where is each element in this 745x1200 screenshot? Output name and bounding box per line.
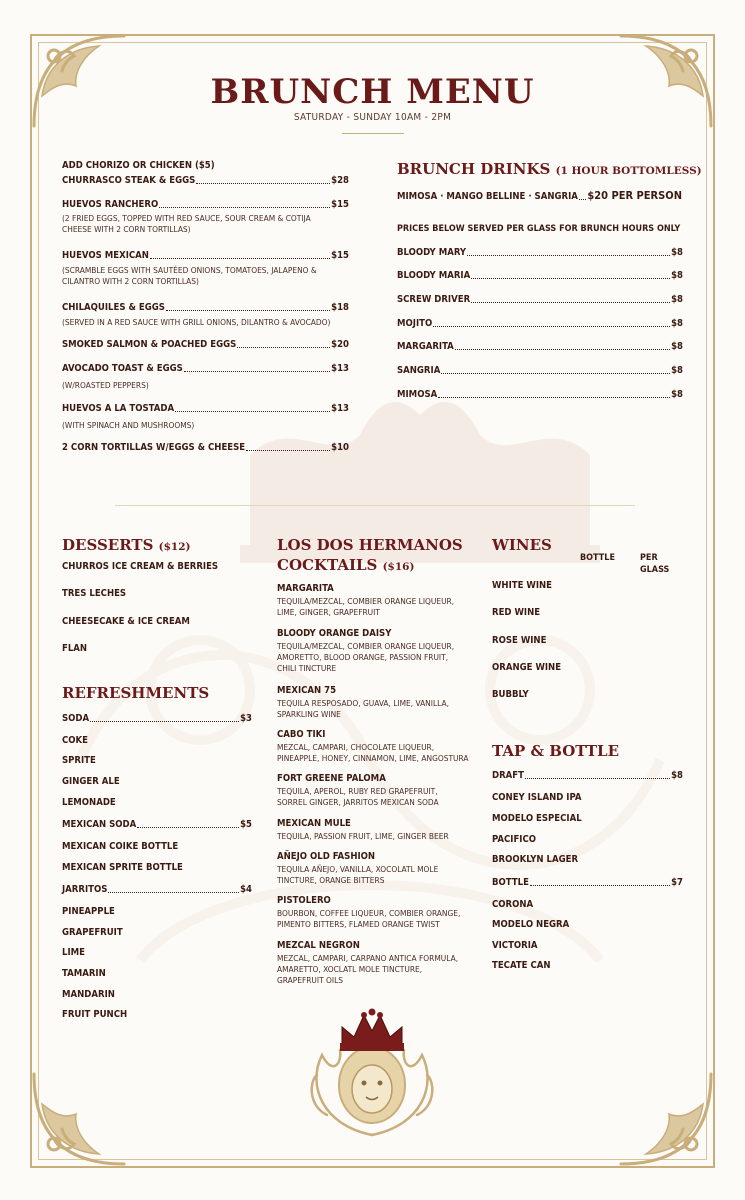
item-price: $5 — [240, 819, 252, 830]
menu-item — [492, 770, 683, 781]
list-item: COKE — [62, 735, 88, 746]
item-price: $8 — [671, 341, 683, 352]
item-name: MEXICAN SODA — [62, 819, 137, 830]
menu-item — [397, 270, 683, 281]
item-price: $4 — [240, 884, 252, 895]
item-name: HUEVOS A LA TOSTADA — [62, 403, 175, 414]
list-item: LIME — [62, 947, 85, 958]
item-price: $7 — [671, 877, 683, 888]
item-name: MARGARITA — [397, 341, 454, 352]
dot-leader — [471, 277, 670, 279]
menu-item — [62, 339, 349, 350]
dot-leader — [246, 449, 330, 451]
cocktail-description: TEQUILA, PASSION FRUIT, LIME, GINGER BEER — [277, 831, 449, 841]
dot-leader — [455, 348, 670, 350]
item-price: $18 — [331, 302, 349, 313]
heading-note: (1 HOUR BOTTOMLESS) — [555, 165, 702, 177]
lion-crown-crest-icon — [302, 1005, 442, 1140]
title-divider — [342, 133, 404, 134]
bottle-column-header: BOTTLE — [580, 553, 615, 563]
cocktail-description: TEQUILA/MEZCAL, COMBIER ORANGE LIQUEUR, LIME, GINGER, GRAPEFRUIT — [277, 596, 455, 617]
menu-item — [397, 247, 683, 258]
list-item: SPRITE — [62, 755, 96, 766]
item-price: $15 — [331, 199, 349, 210]
bottomless-item — [397, 189, 682, 202]
item-description: (W/ROASTED PEPPERS) — [62, 380, 149, 390]
item-name: 2 CORN TORTILLAS W/EGGS & CHEESE — [62, 442, 246, 453]
item-name: DRAFT — [492, 770, 524, 781]
item-price: $20 PER PERSON — [587, 189, 682, 202]
cocktail-name: MARGARITA — [277, 583, 334, 594]
dot-leader — [90, 720, 239, 722]
dot-leader — [433, 325, 670, 327]
dot-leader — [175, 410, 330, 412]
item-price: $15 — [331, 250, 349, 261]
item-name: SODA — [62, 713, 90, 724]
dot-leader — [108, 891, 239, 893]
menu-item — [492, 877, 683, 888]
item-price: $10 — [331, 442, 349, 453]
add-protein-note: ADD CHORIZO OR CHICKEN ($5) — [62, 160, 215, 171]
beer-item: VICTORIA — [492, 940, 538, 951]
wine-item: WHITE WINE — [492, 580, 553, 591]
wine-item: ROSE WINE — [492, 635, 547, 646]
item-name: MIMOSA — [397, 389, 438, 400]
column-header-line: PER — [640, 553, 658, 563]
item-price: $20 — [331, 339, 349, 350]
item-name: BLOODY MARY — [397, 247, 467, 258]
dot-leader — [525, 777, 670, 779]
page-subtitle: SATURDAY - SUNDAY 10AM - 2PM — [293, 112, 452, 123]
cocktail-name: MEXICAN 75 — [277, 685, 337, 696]
menu-item — [62, 442, 349, 453]
item-name: JARRITOS — [62, 884, 108, 895]
cocktail-description: MEZCAL, CAMPARI, CHOCOLATE LIQUEUR, PINEAPPLE, HONEY, CINNAMON, LIME, ANGOSTURA — [277, 742, 469, 763]
list-item: LEMONADE — [62, 797, 116, 808]
cocktail-description: TEQUILA, APEROL, RUBY RED GRAPEFRUIT, SORREL GINGER, JARRITOS MEXICAN SODA — [277, 786, 439, 807]
item-price: $8 — [671, 770, 683, 781]
item-name: CHURRASCO STEAK & EGGS — [62, 175, 196, 186]
item-price: $8 — [671, 389, 683, 400]
tap-bottle-heading: TAP & BOTTLE — [492, 742, 620, 760]
menu-item — [62, 713, 252, 724]
item-description: (SERVED IN A RED SAUCE WITH GRILL ONIONS, DILANTRO & AVOCADO) — [62, 317, 331, 327]
cocktail-description: TEQUILA/MEZCAL, COMBIER ORANGE LIQUEUR, AMORETTO, BLOOD ORANGE, PASSION FRUIT, CHILI TINCTURE — [277, 641, 455, 673]
page-title: BRUNCH MENU — [210, 72, 535, 112]
menu-item — [397, 341, 683, 352]
item-description: (WITH SPINACH AND MUSHROOMS) — [62, 420, 195, 430]
list-item: GRAPEFRUIT — [62, 927, 123, 938]
list-item: MEXICAN COIKE BOTTLE — [62, 841, 179, 852]
item-name: BOTTLE — [492, 877, 529, 888]
dessert-item: CHURROS ICE CREAM & BERRIES — [62, 561, 219, 572]
heading-text: DESSERTS — [62, 536, 154, 554]
menu-item — [62, 250, 349, 261]
cocktail-description: TEQUILA RESPOSADO, GUAVA, LIME, VANILLA, SPARKLING WINE — [277, 698, 449, 719]
item-price: $13 — [331, 363, 349, 374]
item-price: $8 — [671, 247, 683, 258]
dot-leader — [196, 182, 330, 184]
list-item: MEXICAN SPRITE BOTTLE — [62, 862, 183, 873]
dot-leader — [150, 257, 330, 259]
beer-item: BROOKLYN LAGER — [492, 854, 579, 865]
list-item: PINEAPPLE — [62, 906, 115, 917]
dessert-item: TRES LECHES — [62, 588, 127, 599]
menu-item — [397, 365, 683, 376]
cocktail-description: TEQUILA AÑEJO, VANILLA, XOCOLATL MOLE TINCTURE, ORANGE BITTERS — [277, 864, 439, 885]
cocktail-name: MEZCAL NEGRON — [277, 940, 360, 951]
dot-leader — [441, 372, 670, 374]
item-name: AVOCADO TOAST & EGGS — [62, 363, 183, 374]
column-header-line: GLASS — [640, 565, 670, 575]
menu-item — [62, 819, 252, 830]
dot-leader — [137, 826, 239, 828]
heading-note: ($16) — [382, 561, 415, 573]
cocktail-name: FORT GREENE PALOMA — [277, 773, 386, 784]
dot-leader — [579, 198, 586, 200]
dot-leader — [166, 309, 330, 311]
item-name: SMOKED SALMON & POACHED EGGS — [62, 339, 237, 350]
beer-item: MODELO NEGRA — [492, 919, 570, 930]
dessert-item: FLAN — [62, 643, 88, 654]
item-name: MIMOSA · MANGO BELLINE · SANGRIA — [397, 191, 578, 202]
menu-item — [62, 175, 349, 186]
cocktail-description: BOURBON, COFFEE LIQUEUR, COMBIER ORANGE, PIMENTO BITTERS, FLAMED ORANGE TWIST — [277, 908, 461, 929]
item-description: (SCRAMBLE EGGS WITH SAUTÉED ONIONS, TOMATOES, JALAPENO & CILANTRO WITH 2 CORN TORTILLAS) — [62, 265, 317, 286]
dot-leader — [438, 396, 670, 398]
item-description: (2 FRIED EGGS, TOPPED WITH RED SAUCE, SOUR CREAM & COTIJA CHEESE WITH 2 CORN TORTILLAS) — [62, 213, 311, 234]
item-price: $8 — [671, 294, 683, 305]
item-price: $3 — [240, 713, 252, 724]
wines-heading: WINES — [492, 536, 552, 554]
menu-item — [62, 199, 349, 210]
list-item: TAMARIN — [62, 968, 106, 979]
cocktails-heading-line2 — [277, 556, 414, 574]
list-item: FRUIT PUNCH — [62, 1009, 128, 1020]
cocktail-name: AÑEJO OLD FASHION — [277, 851, 376, 862]
beer-item: CONEY ISLAND IPA — [492, 792, 582, 803]
beer-item: PACIFICO — [492, 834, 537, 845]
wine-item: ORANGE WINE — [492, 662, 562, 673]
menu-item — [62, 403, 349, 414]
menu-item — [397, 389, 683, 400]
menu-item — [397, 294, 683, 305]
menu-item — [397, 318, 683, 329]
cocktail-name: BLOODY ORANGE DAISY — [277, 628, 392, 639]
item-price: $8 — [671, 365, 683, 376]
cocktail-name: CABO TIKI — [277, 729, 326, 740]
menu-item — [62, 884, 252, 895]
menu-item — [62, 363, 349, 374]
cocktail-name: PISTOLERO — [277, 895, 331, 906]
item-name: HUEVOS MEXICAN — [62, 250, 149, 261]
wine-item: RED WINE — [492, 607, 541, 618]
ornate-scroll-icon — [611, 1064, 721, 1174]
cocktail-name: MEXICAN MULE — [277, 818, 351, 829]
item-price: $28 — [331, 175, 349, 186]
item-name: SANGRIA — [397, 365, 441, 376]
beer-item: CORONA — [492, 899, 534, 910]
per-glass-column-header — [640, 552, 669, 576]
per-glass-note: PRICES BELOW SERVED PER GLASS FOR BRUNCH HOURS ONLY — [397, 224, 681, 234]
dot-leader — [237, 346, 330, 348]
beer-item: TECATE CAN — [492, 960, 551, 971]
item-name: HUEVOS RANCHERO — [62, 199, 159, 210]
desserts-heading — [62, 536, 191, 554]
brunch-drinks-heading — [397, 160, 702, 178]
dessert-item: CHEESECAKE & ICE CREAM — [62, 616, 190, 627]
menu-item — [62, 302, 349, 313]
dot-leader — [184, 370, 330, 372]
item-price: $8 — [671, 270, 683, 281]
heading-text: COCKTAILS — [277, 556, 378, 574]
heading-note: ($12) — [158, 541, 191, 553]
item-name: SCREW DRIVER — [397, 294, 471, 305]
dot-leader — [467, 254, 670, 256]
dot-leader — [530, 884, 670, 886]
wine-item: BUBBLY — [492, 689, 529, 700]
dot-leader — [159, 206, 330, 208]
cocktails-heading-line1: LOS DOS HERMANOS — [277, 536, 463, 554]
heading-text: BRUNCH DRINKS — [397, 160, 551, 178]
item-name: MOJITO — [397, 318, 433, 329]
list-item: GINGER ALE — [62, 776, 120, 787]
section-divider — [115, 505, 635, 506]
item-name: BLOODY MARIA — [397, 270, 471, 281]
item-price: $13 — [331, 403, 349, 414]
ornate-scroll-icon — [24, 1064, 134, 1174]
refreshments-heading: REFRESHMENTS — [62, 684, 210, 702]
item-name: CHILAQUILES & EGGS — [62, 302, 165, 313]
dot-leader — [471, 301, 670, 303]
list-item: MANDARIN — [62, 989, 115, 1000]
cocktail-description: MEZCAL, CAMPARI, CARPANO ANTICA FORMULA, AMARETTO, XOCLATL MOLE TINCTURE, GRAPEFRUIT OILS — [277, 953, 459, 985]
beer-item: MODELO ESPECIAL — [492, 813, 582, 824]
item-price: $8 — [671, 318, 683, 329]
